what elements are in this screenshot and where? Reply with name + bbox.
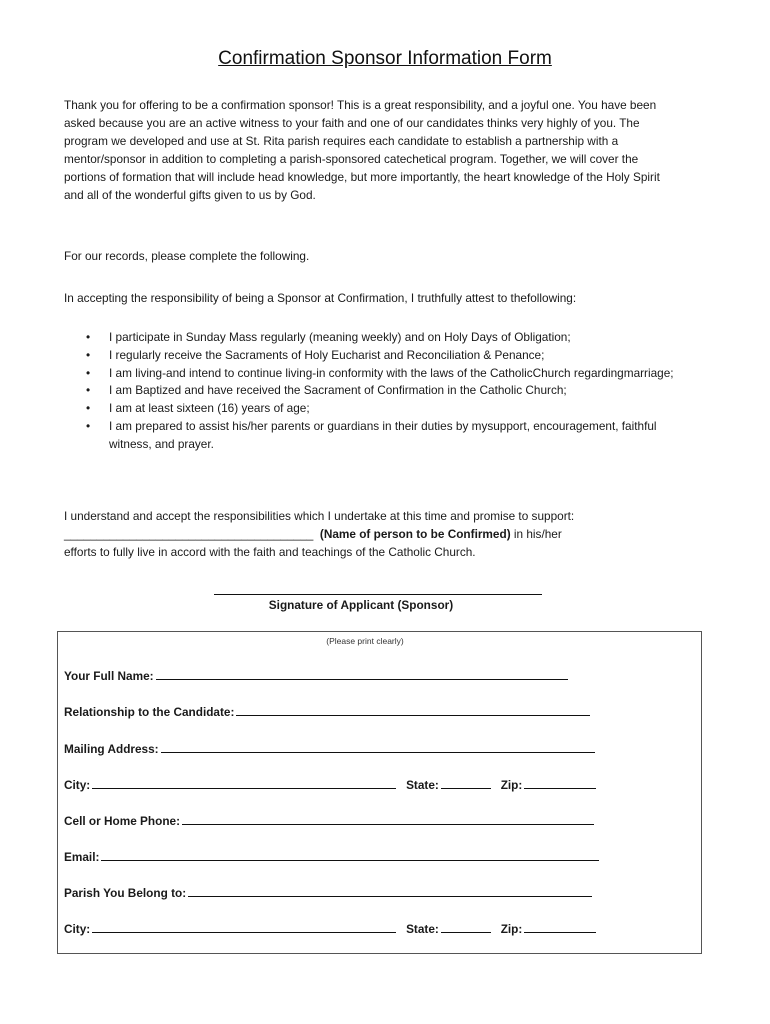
parish-field[interactable] (188, 884, 592, 897)
phone-row: Cell or Home Phone: (64, 812, 594, 828)
list-item: • I am prepared to assist his/her parents or guardians in their duties by mysupport, encouragement, faithful witness, and prayer. (86, 418, 657, 451)
bullet-icon: • (86, 401, 91, 416)
city-field[interactable] (92, 776, 396, 789)
parish-state-field[interactable] (441, 920, 491, 933)
page-title: Confirmation Sponsor Information Form (218, 48, 552, 69)
relationship-field[interactable] (236, 703, 590, 716)
parish-city-row: City: State: Zip: (64, 920, 596, 936)
list-item: • I participate in Sunday Mass regularly (meaning weekly) and on Holy Days of Obligation; (64, 329, 676, 347)
parish-city-field[interactable] (92, 920, 396, 933)
candidate-name-blank[interactable]: ______________________________________ (64, 527, 314, 541)
list-item: • I am living-and intend to continue living-in conformity with the laws of the CatholicChurch regardingmarriage; (64, 365, 676, 383)
list-item: • I am at least sixteen (16) years of age; (64, 400, 676, 418)
bullet-icon: • (86, 383, 91, 398)
relationship-row: Relationship to the Candidate: (64, 703, 590, 719)
print-note: (Please print clearly) (326, 636, 404, 646)
email-row: Email: (64, 848, 599, 864)
parish-zip-field[interactable] (524, 920, 596, 933)
accept-paragraph: In accepting the responsibility of being a Sponsor at Confirmation, I truthfully attest to thefollowing: (64, 291, 577, 305)
bullet-icon: • (86, 418, 91, 433)
zip-field[interactable] (524, 776, 596, 789)
bullet-icon: • (86, 347, 91, 362)
bullet-icon: • (86, 365, 91, 380)
attestation-list (64, 329, 676, 454)
city-row: City: State: Zip: (64, 776, 596, 792)
bullet-icon: • (86, 330, 91, 344)
mailing-row: Mailing Address: (64, 740, 595, 756)
understand-paragraph: I understand and accept the responsibilities which I undertake at this time and promise to support: ______________________________________ (Name of person to be Confirmed) in his/her efforts to fully live in accord with the faith and teachings of the Catholic Church. (64, 509, 575, 559)
list-item: • I am Baptized and have received the Sacrament of Confirmation in the Catholic Church; (64, 382, 676, 400)
full-name-field[interactable] (156, 667, 568, 680)
email-field[interactable] (101, 848, 599, 861)
list-item: • I regularly receive the Sacraments of Holy Eucharist and Reconciliation & Penance; (64, 347, 676, 365)
state-field[interactable] (441, 776, 491, 789)
signature-label: Signature of Applicant (Sponsor) (268, 598, 454, 612)
intro-paragraph: Thank you for offering to be a confirmation sponsor! This is a great responsibility, and a joyful one. You have been asked because you are an active witness to your faith and one of our candidates thinks very highly of you. The program we developed and use at St. Rita parish requires each candidate to establish a partnership with a mentor/sponsor in addition to completing a parish-sponsored catechetical program. Together, we will cover the portions of formation that will include head knowledge, but more importantly, the heart knowledge of the Holy Spirit and all of the wonderful gifts given to us by God. (64, 98, 660, 202)
mailing-address-field[interactable] (161, 740, 595, 753)
phone-field[interactable] (182, 812, 594, 825)
parish-row: Parish You Belong to: (64, 884, 592, 900)
records-paragraph: For our records, please complete the following. (64, 249, 310, 263)
full-name-row: Your Full Name: (64, 667, 568, 683)
signature-line[interactable] (214, 594, 542, 595)
